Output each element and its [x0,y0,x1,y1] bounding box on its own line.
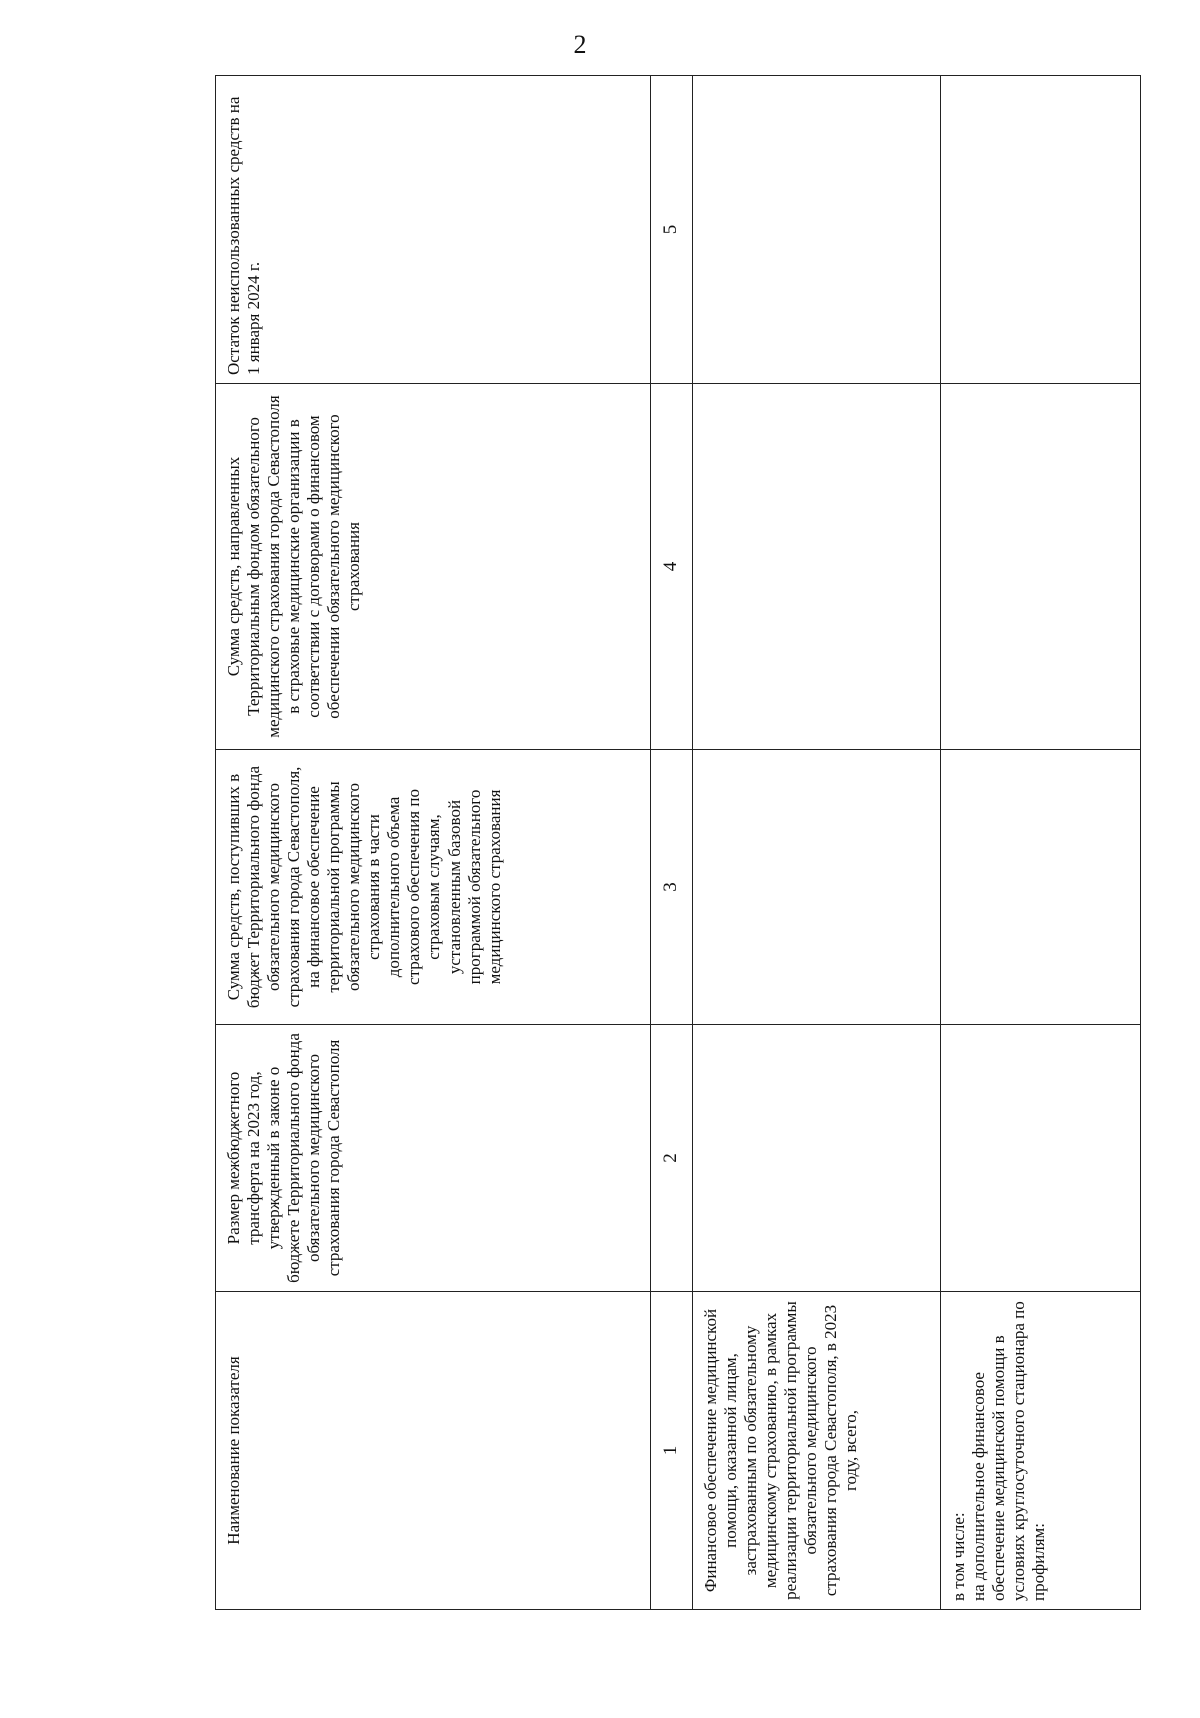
column-number-2: 2 [651,1025,693,1292]
row-value-cell [693,76,941,384]
row-label-including: в том числе: на дополнительное финансовое обеспечение медицинской помощи в условиях круглосуточного стационара по профилям: [941,1292,1141,1610]
row-value-cell [693,384,941,750]
column-number-1: 1 [651,1292,693,1610]
indicator-table [215,75,1141,1610]
rotated-table-container [215,76,1140,1610]
column-number-row [651,76,693,1610]
page-number: 2 [573,30,587,59]
table-header-row [216,76,651,1610]
column-number-4: 4 [651,384,693,750]
row-value-cell [941,76,1141,384]
column-number-3: 3 [651,750,693,1025]
table-row [693,76,941,1610]
table-row [941,76,1141,1610]
header-cell-remainder: Остаток неиспользованных средств на 1 января 2024 г. [216,76,651,384]
header-cell-name: Наименование показателя [216,1292,651,1610]
row-value-cell [693,750,941,1025]
row-value-cell [941,750,1141,1025]
header-cell-transfer-size: Размер межбюджетного трансферта на 2023 год, утвержденный в законе о бюджете Территориального фонда обязательного медицинского страхования города Севастополя [216,1025,651,1292]
column-number-5: 5 [651,76,693,384]
row-value-cell [693,1025,941,1292]
row-value-cell [941,1025,1141,1292]
header-cell-received-sum: Сумма средств, поступивших в бюджет Территориального фонда обязательного медицинского страхования города Севастополя, на финансовое обеспечение территориальной программы обязательного медицинского страхования в части дополнительного объема страхового обеспечения по страховым случаям, установленным базовой программой обязательного медицинского страхования [216,750,651,1025]
row-label-total: Финансовое обеспечение медицинской помощи, оказанной лицам, застрахованным по обязательному медицинскому страхованию, в рамках реализации территориальной программы обязательного медицинского страхования города Севастополя, в 2023 году, всего, [693,1292,941,1610]
header-cell-directed-sum: Сумма средств, направленных Территориальным фондом обязательного медицинского страхования города Севастополя в страховые медицинские организации в соответствии с договорами о финансовом обеспечении обязательного медицинского страхования [216,384,651,750]
row-value-cell [941,384,1141,750]
